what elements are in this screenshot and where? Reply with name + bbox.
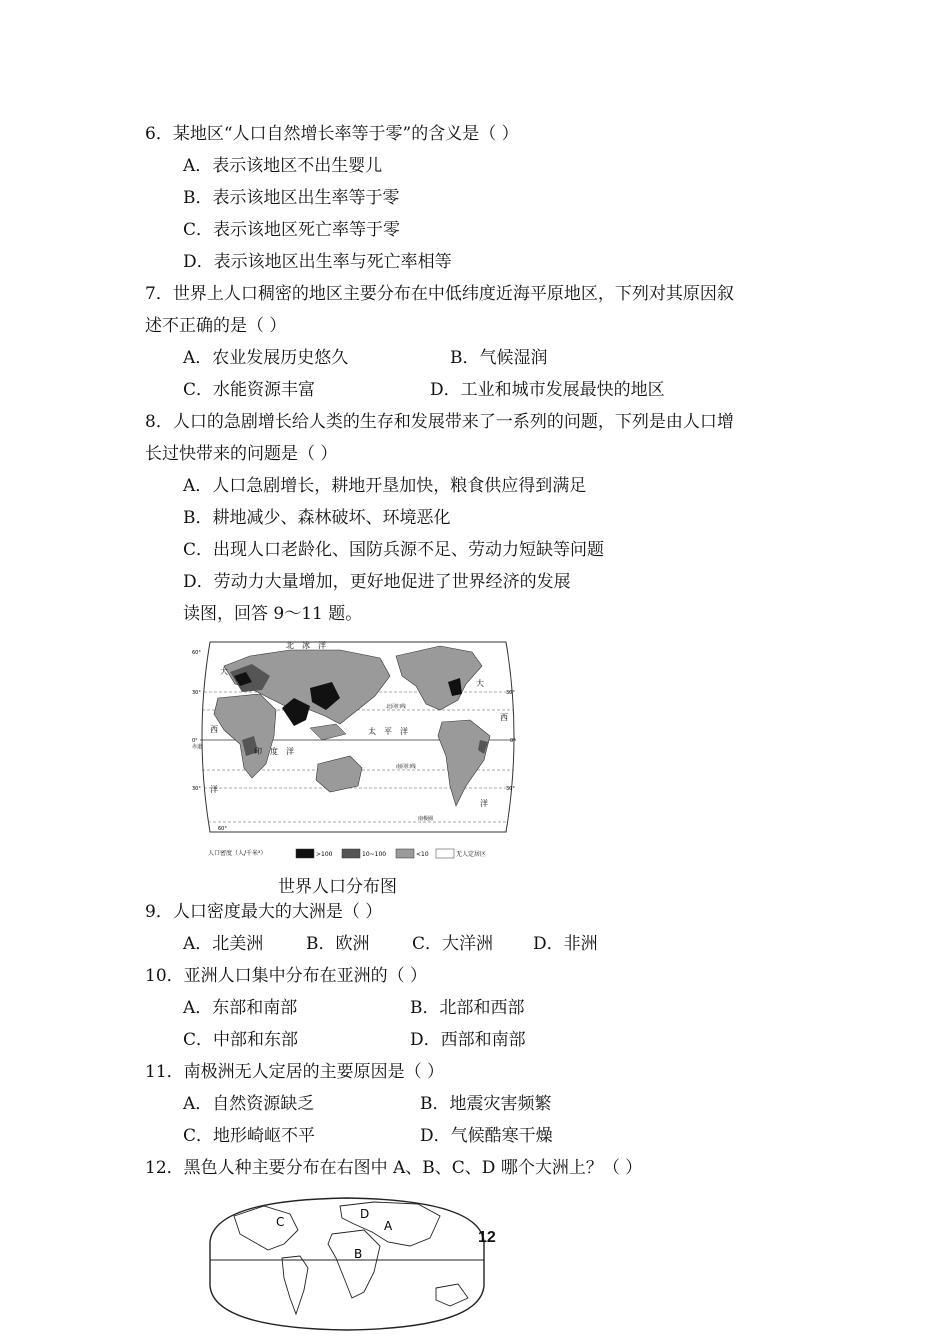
q6-option-b: B．表示该地区出生率等于零	[183, 188, 400, 208]
legend-swatch-mid	[342, 849, 360, 858]
q8-option-d: D．劳动力大量增加，更好地促进了世界经济的发展	[183, 572, 571, 592]
label-da-left: 大	[220, 667, 228, 676]
q11-option-d: D．气候酷寒干燥	[420, 1126, 553, 1146]
label-lat-60s-left: 60°	[218, 826, 227, 832]
q10-option-b: B．北部和西部	[410, 998, 525, 1018]
map-legend	[208, 849, 486, 858]
map-caption: 世界人口分布图	[278, 877, 397, 897]
label-indian: 印 度 洋	[254, 747, 294, 756]
read-map-instruction: 读图，回答 9～11 题。	[183, 604, 363, 624]
q11-option-a: A．自然资源缺乏	[183, 1094, 315, 1114]
q8-stem-line2: 长过快带来的问题是（ ）	[145, 444, 338, 464]
q11-option-b: B．地震灾害频繁	[420, 1094, 552, 1114]
label-tropic-south: 南回归线	[396, 764, 417, 770]
map2-frame	[210, 1198, 484, 1330]
label-pacific: 太 平 洋	[368, 727, 408, 736]
label-continent-d: D	[360, 1207, 370, 1221]
q8-stem-line1: 8．人口的急剧增长给人类的生存和发展带来了一系列的问题，下列是由人口增	[145, 412, 734, 432]
label-xi-left: 西	[210, 725, 218, 734]
legend-swatch-high	[296, 849, 314, 858]
label-lat-0-left: 0°	[192, 738, 198, 744]
legend-mid: 10~100	[362, 851, 387, 858]
label-xi-right: 西	[500, 713, 508, 722]
legend-low: <10	[416, 851, 429, 858]
label-continent-c: C	[276, 1215, 285, 1229]
q8-option-c: C．出现人口老龄化、国防兵源不足、劳动力短缺等问题	[183, 540, 605, 560]
label-lat-30n-left: 30°	[192, 690, 201, 696]
q8-option-a: A．人口急剧增长，耕地开垦加快，粮食供应得到满足	[183, 476, 587, 496]
label-antarctic: 南极圈	[418, 816, 434, 822]
label-lat-30s-right: 30°	[506, 786, 515, 792]
label-equator: 赤道	[192, 744, 203, 750]
q6-option-c: C．表示该地区死亡率等于零	[183, 220, 401, 240]
label-lat-30n-right: 30°	[506, 690, 515, 696]
world-population-map	[190, 636, 526, 864]
legend-title: 人口密度（人/千米²）	[208, 850, 267, 857]
q10-option-d: D．西部和南部	[410, 1030, 526, 1050]
legend-none: 无人定居区	[456, 851, 487, 858]
q9-option-c: C．大洋洲	[412, 934, 494, 954]
legend-swatch-low	[396, 849, 414, 858]
q7-option-c: C．水能资源丰富	[183, 380, 316, 400]
q7-option-b: B．气候湿润	[450, 348, 548, 368]
q6-stem: 6．某地区“人口自然增长率等于零”的含义是（ ）	[145, 124, 519, 144]
q9-option-b: B．欧洲	[306, 934, 370, 954]
q10-stem: 10．亚洲人口集中分布在亚洲的（ ）	[145, 966, 428, 986]
q11-stem: 11．南极洲无人定居的主要原因是（ ）	[145, 1062, 445, 1082]
q6-option-d: D．表示该地区出生率与死亡率相等	[183, 252, 452, 272]
q8-option-b: B．耕地减少、森林破坏、环境恶化	[183, 508, 451, 528]
label-arctic-ocean: 北 冰 洋	[286, 641, 326, 650]
continent-outline-map	[204, 1194, 490, 1334]
label-yang-left: 洋	[210, 785, 218, 794]
q7-stem-line2: 述不正确的是（ ）	[145, 316, 287, 336]
label-lat-30s-left: 30°	[192, 786, 201, 792]
legend-swatch-none	[436, 849, 454, 858]
q10-option-a: A．东部和南部	[183, 998, 298, 1018]
q7-option-d: D．工业和城市发展最快的地区	[430, 380, 665, 400]
q12-stem: 12．黑色人种主要分布在右图中 A、B、C、D 哪个大洲上？（ ）	[145, 1158, 643, 1178]
label-lat-60n-left: 60°	[192, 650, 201, 656]
label-yang-right: 洋	[480, 799, 488, 808]
q11-option-c: C．地形崎岖不平	[183, 1126, 316, 1146]
q9-stem: 9．人口密度最大的大洲是（ ）	[145, 902, 383, 922]
label-tropic-north: 北回归线	[386, 704, 407, 710]
q6-option-a: A．表示该地区不出生婴儿	[183, 156, 383, 176]
q10-option-c: C．中部和东部	[183, 1030, 299, 1050]
label-continent-b: B	[354, 1247, 363, 1261]
label-da-right: 大	[476, 679, 484, 688]
q9-option-a: A．北美洲	[183, 934, 264, 954]
q7-option-a: A．农业发展历史悠久	[183, 348, 349, 368]
page-number: 12	[478, 1229, 496, 1246]
q9-option-d: D．非洲	[533, 934, 598, 954]
label-continent-a: A	[384, 1219, 393, 1233]
legend-high: >100	[316, 851, 333, 858]
label-lat-0-right: 0°	[510, 738, 516, 744]
q7-stem-line1: 7．世界上人口稠密的地区主要分布在中低纬度近海平原地区，下列对其原因叙	[145, 284, 734, 304]
